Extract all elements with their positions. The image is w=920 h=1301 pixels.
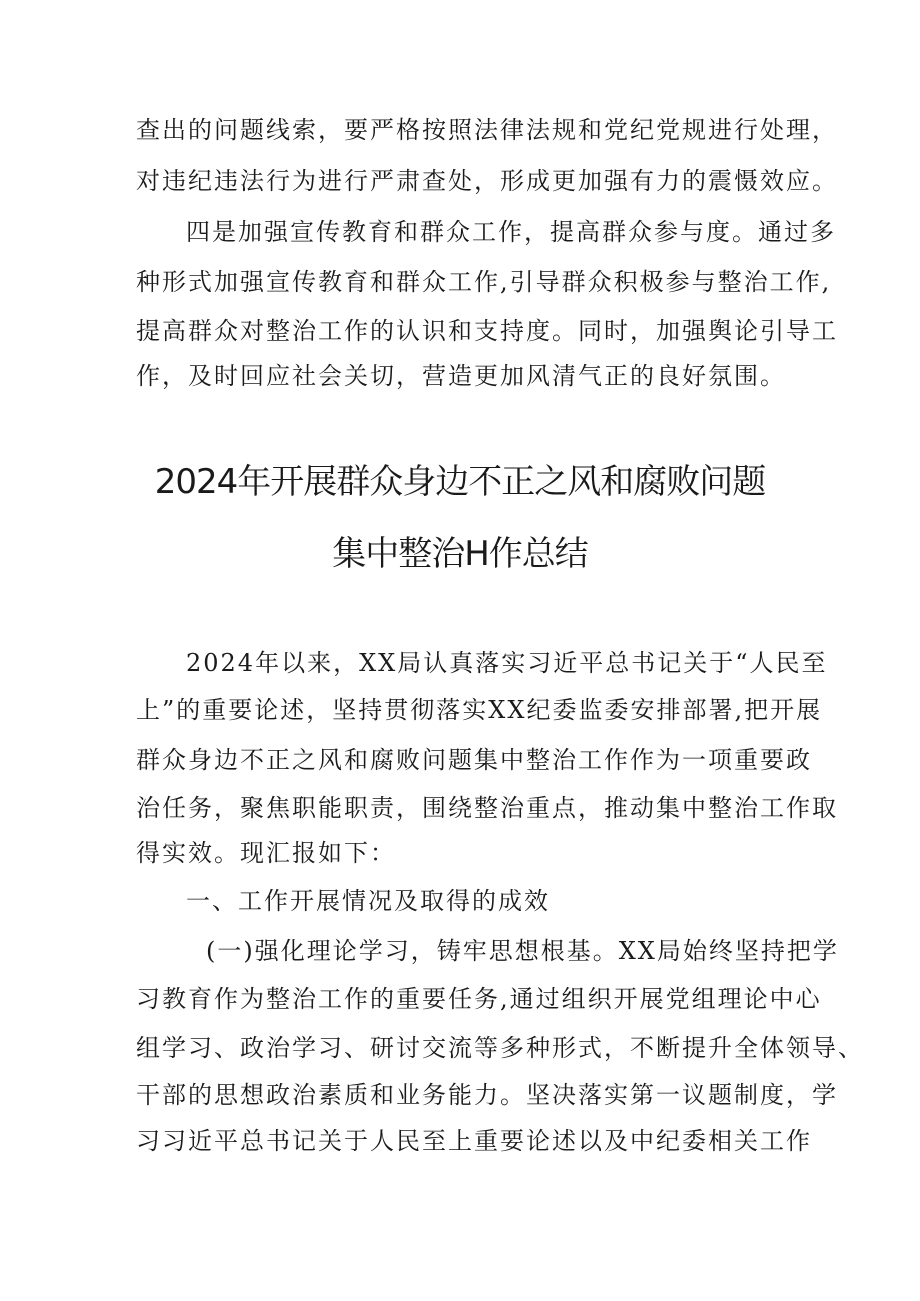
intro-line: 上”的重要论述，坚持贯彻落实XX纪委监委安排部署,把开展 [136, 696, 823, 724]
section-line: 组学习、政治学习、研讨交流等多种形式，不断提升全体领导、 [136, 1034, 864, 1062]
paragraph-line: 对违纪违法行为进行严肃查处，形成更加强有力的震慑效应。 [136, 167, 838, 195]
intro-line: 得实效。现汇报如下： [136, 839, 396, 867]
intro-line: 群众身边不正之风和腐败问题集中整治工作作为一项重要政 [136, 746, 812, 774]
intro-line: 2024年以来，XX局认真落实习近平总书记关于“人民至 [186, 649, 828, 677]
paragraph-line: 四是加强宣传教育和群众工作，提高群众参与度。通过多 [186, 218, 836, 246]
document-title-line-2: 集中整治H作总结 [332, 534, 588, 574]
intro-line: 治任务，聚焦职能职责，围绕整治重点，推动集中整治工作取 [136, 794, 838, 822]
paragraph-line: 查出的问题线索，要严格按照法律法规和党纪党规进行处理， [136, 116, 838, 144]
document-title-line-1: 2024年开展群众身边不正之风和腐败问题 [154, 462, 766, 502]
section-heading: 一、工作开展情况及取得的成效 [186, 887, 550, 915]
paragraph-line: 作，及时回应社会关切，营造更加风清气正的良好氛围。 [136, 362, 786, 390]
paragraph-line: 提高群众对整治工作的认识和支持度。同时，加强舆论引导工 [136, 317, 838, 345]
section-line: (一)强化理论学习，铸牢思想根基。XX局始终坚持把学 [206, 937, 839, 965]
paragraph-line: 种形式加强宣传教育和群众工作,引导群众积极参与整治工作, [136, 268, 832, 296]
section-line: 习习近平总书记关于人民至上重要论述以及中纪委相关工作 [136, 1127, 812, 1155]
section-line: 干部的思想政治素质和业务能力。坚决落实第一议题制度，学 [136, 1081, 838, 1109]
section-line: 习教育作为整治工作的重要任务,通过组织开展党组理论中心 [136, 985, 822, 1013]
